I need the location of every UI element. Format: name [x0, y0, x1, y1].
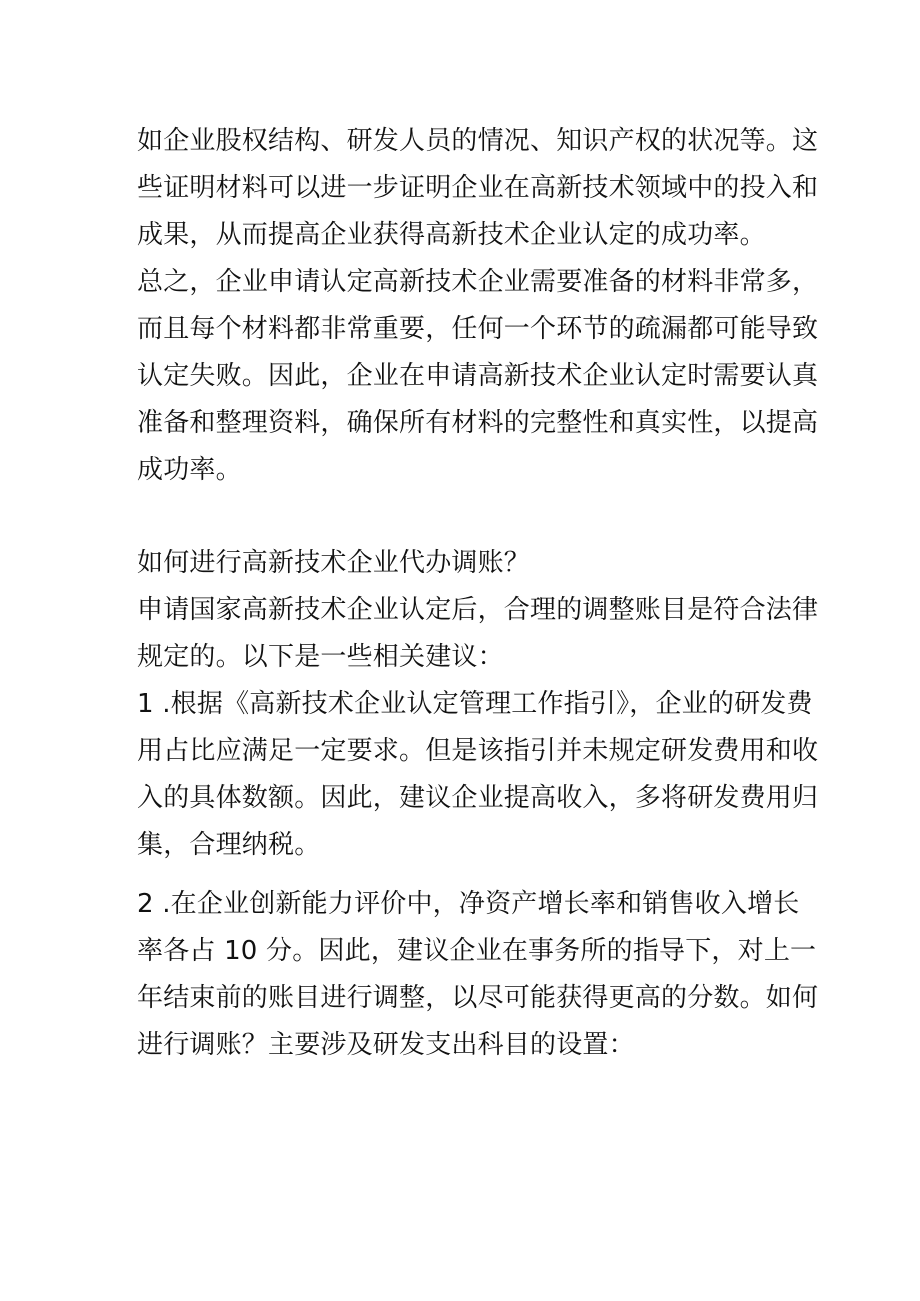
section-heading: 如何进行高新技术企业代办调账？: [137, 548, 531, 578]
text-line: 而且每个材料都非常重要，任何一个环节的疏漏都可能导致: [137, 314, 819, 344]
text-line: 如企业股权结构、研发人员的情况、知识产权的状况等。这: [137, 126, 819, 156]
text-line: 年结束前的账目进行调整，以尽可能获得更高的分数。如何: [137, 983, 819, 1013]
list-item-2: [137, 881, 819, 1069]
text-line: 2 .在企业创新能力评价中，净资产增长率和销售收入增长: [137, 889, 800, 919]
paragraph-spacer: [137, 869, 787, 881]
text-line: 入的具体数额。因此，建议企业提高收入，多将研发费用归: [137, 783, 819, 813]
text-line: 率各占 10 分。因此，建议企业在事务所的指导下，对上一: [137, 936, 817, 966]
text-line: 进行调账？主要涉及研发支出科目的设置：: [137, 1030, 635, 1060]
text-line: 准备和整理资料，确保所有材料的完整性和真实性，以提高: [137, 408, 819, 438]
text-line: 1 .根据《高新技术企业认定管理工作指引》，企业的研发费: [137, 689, 813, 719]
text-line: 些证明材料可以进一步证明企业在高新技术领域中的投入和: [137, 173, 819, 203]
text-line: 成果，从而提高企业获得高新技术企业认定的成功率。: [137, 220, 766, 250]
text-line: 集，合理纳税。: [137, 830, 321, 860]
paragraph-spacer: [137, 494, 787, 540]
list-item-1: [137, 681, 819, 869]
text-line: 规定的。以下是一些相关建议：: [137, 642, 504, 672]
text-line: 成功率。: [137, 455, 242, 485]
text-line: 用占比应满足一定要求。但是该指引并未规定研发费用和收: [137, 736, 819, 766]
document-body: [137, 118, 819, 1069]
paragraph-summary: [137, 259, 819, 494]
paragraph-intro-continued: [137, 118, 819, 259]
text-line: 认定失败。因此，企业在申请高新技术企业认定时需要认真: [137, 361, 819, 391]
text-line: 申请国家高新技术企业认定后，合理的调整账目是符合法律: [137, 595, 819, 625]
paragraph-adjustment-intro: [137, 587, 819, 681]
text-line: 总之，企业申请认定高新技术企业需要准备的材料非常多，: [137, 267, 819, 297]
